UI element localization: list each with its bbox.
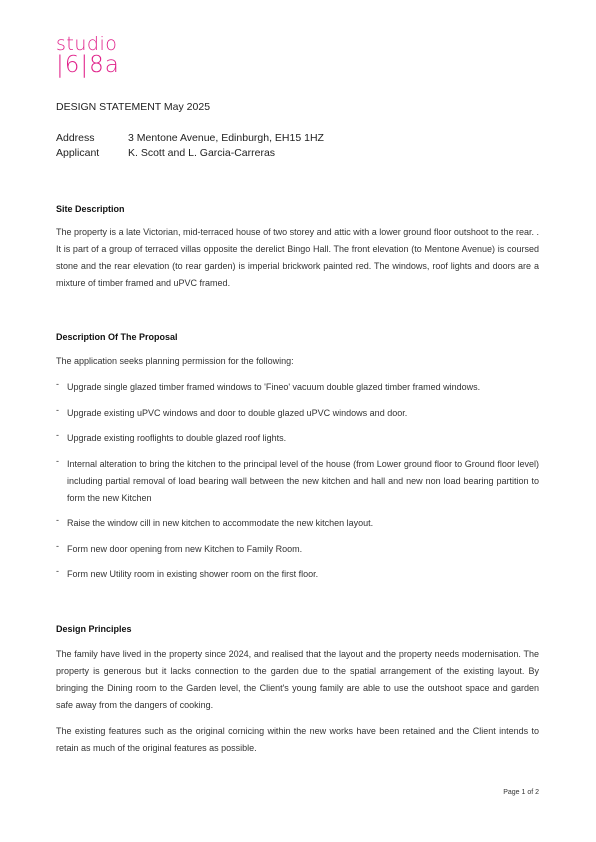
meta-value: K. Scott and L. Garcia-Carreras	[128, 147, 276, 159]
studio-logo	[56, 33, 120, 78]
list-item: - Raise the window cill in new kitchen to accommodate the new kitchen layout.	[56, 515, 374, 528]
meta-label: Address	[56, 132, 95, 144]
proposal-list	[56, 379, 539, 592]
document-meta	[56, 131, 324, 161]
site-description-paragraph: The property is a late Victorian, mid-terraced house of two storey and attic with a lower ground floor outshoot to the rear. . It is part of a group of terraced villas opposite the derelict Bingo Hall. The front elevation (to Mentone Avenue) is coursed stone and the rear elevation (to rear garden) is imperial brickwork painted red. The windows, roof lights and doors are a mixture of timber framed and uPVC framed.	[56, 227, 539, 288]
list-item: - Upgrade existing uPVC windows and door to double glazed uPVC windows and door.	[56, 404, 408, 418]
page-number: Page 1 of 2	[503, 789, 539, 796]
meta-value: 3 Mentone Avenue, Edinburgh, EH15 1HZ	[128, 132, 324, 144]
logo-line-2: |6|8a	[56, 52, 120, 78]
list-item: - Form new door opening from new Kitchen to Family Room.	[56, 540, 303, 554]
proposal-intro: The application seeks planning permission for the following:	[56, 356, 294, 366]
document-title: DESIGN STATEMENT May 2025	[56, 101, 211, 113]
design-principles-paragraph-1: The family have lived in the property since 2024, and realised that the layout and the property needs modernisation. The property is generous but it lacks connection to the garden due to the spatial arrangement of the existing layout. By bringing the Dining room to the Garden level, the Client's young family are able to use the outshoot space and garden safe away from the dangers of cooking.	[56, 649, 539, 710]
heading-design-principles: Design Principles	[56, 624, 132, 634]
meta-row-address	[56, 131, 324, 146]
list-item: - Internal alteration to bring the kitchen to the principal level of the house (from Lower ground floor to Ground floor level) including partial removal of load bearing wall between the new kitchen and hall and new non load bearing partition to form the new Kitchen	[56, 455, 539, 503]
meta-label: Applicant	[56, 147, 100, 159]
meta-row-applicant	[56, 146, 324, 161]
list-item: - Upgrade existing rooflights to double glazed roof lights.	[56, 430, 287, 443]
heading-site-description: Site Description	[56, 204, 125, 214]
heading-proposal: Description Of The Proposal	[56, 332, 178, 342]
design-principles-paragraph-2: The existing features such as the original cornicing within the new works have been retained and the Client intends to retain as much of the original features as possible.	[56, 726, 539, 753]
list-item: - Upgrade single glazed timber framed windows to 'Fineo' vacuum double glazed timber framed windows.	[56, 379, 481, 392]
list-item: - Form new Utility room in existing shower room on the first floor.	[56, 566, 319, 579]
logo-line-1: studio	[56, 33, 118, 55]
